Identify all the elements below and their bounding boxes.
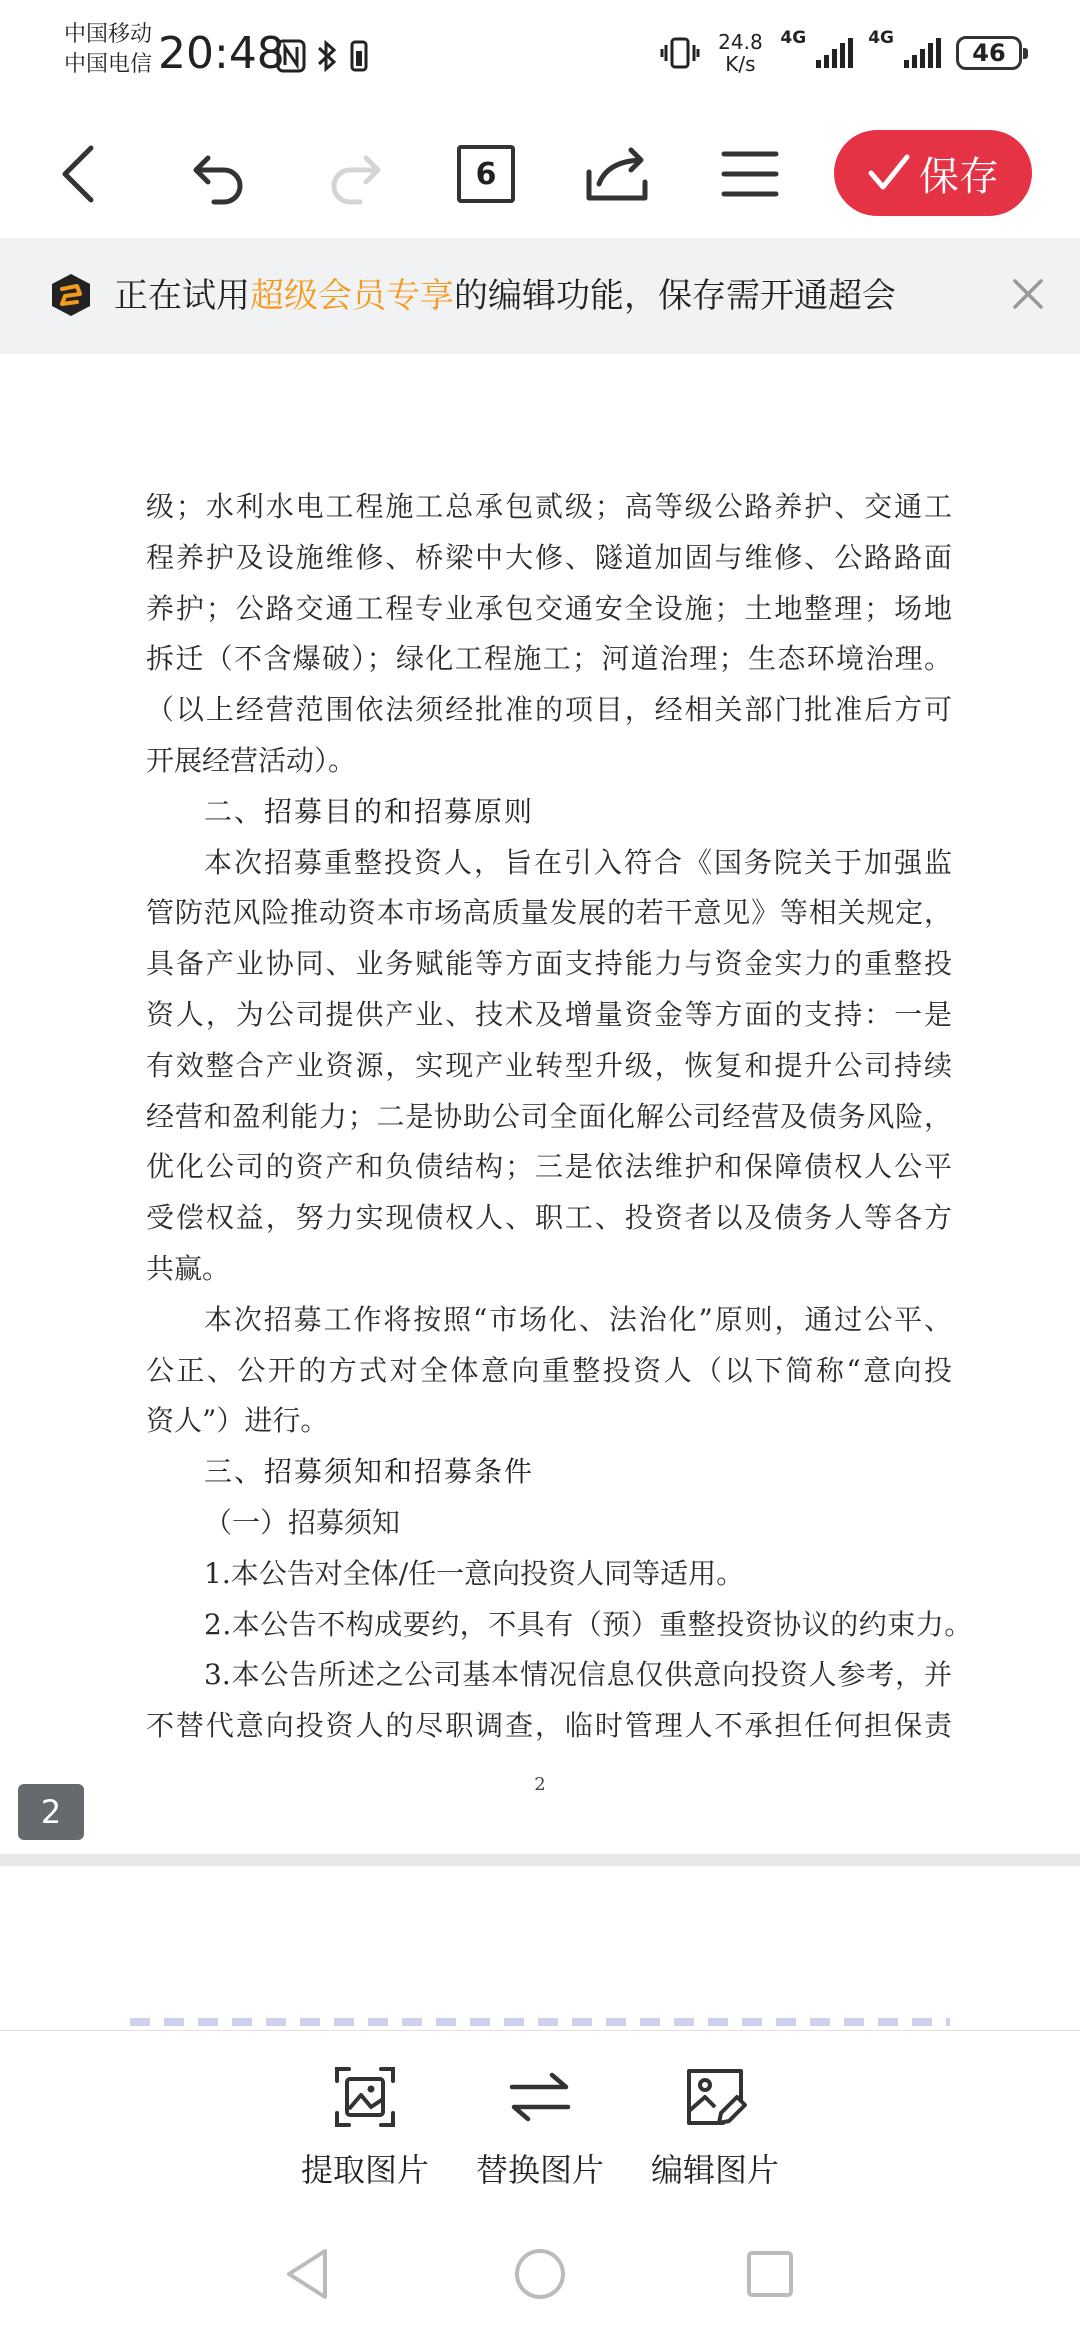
edit-image-label: 编辑图片 bbox=[650, 2151, 779, 2189]
vip-logo-icon bbox=[48, 272, 94, 318]
nfc-icon bbox=[276, 39, 306, 73]
redo-button[interactable] bbox=[314, 134, 394, 214]
banner-highlight: 超级会员专享 bbox=[250, 276, 454, 316]
carrier-2: 中国电信 bbox=[64, 52, 153, 77]
swap-icon bbox=[508, 2065, 572, 2129]
nav-home-button[interactable] bbox=[510, 2244, 570, 2304]
banner-text-after: 的编辑功能，保存需开通超会 bbox=[454, 276, 896, 316]
nav-recents-button[interactable] bbox=[740, 2244, 800, 2304]
text-line: 共赢。 bbox=[146, 1251, 231, 1285]
document-page[interactable] bbox=[0, 354, 1080, 1854]
text-line: 经营和盈利能力；二是协助公司全面化解公司经营及债务风险， bbox=[146, 1099, 952, 1133]
text-line: 优化公司的资产和负债结构；三是依法维护和保障债权人公平 bbox=[146, 1150, 952, 1184]
page-number: 2 bbox=[534, 1774, 546, 1795]
page-body[interactable] bbox=[146, 482, 973, 1752]
text-line: 3.本公告所述之公司基本情况信息仅供意向投资人参考，并 bbox=[204, 1658, 952, 1692]
share-icon bbox=[583, 142, 653, 206]
text-line: 有效整合产业资源，实现产业转型升级，恢复和提升公司持续 bbox=[146, 1048, 952, 1082]
paragraph-principle bbox=[146, 1295, 952, 1447]
sub-heading: （一）招募须知 bbox=[204, 1505, 401, 1539]
undo-button[interactable] bbox=[180, 134, 260, 214]
menu-button[interactable] bbox=[710, 134, 790, 214]
text-line: 资人，为公司提供产业、技术及增量资金等方面的支持：一是 bbox=[146, 997, 952, 1031]
nav-back-button[interactable] bbox=[278, 2244, 338, 2304]
share-button[interactable] bbox=[578, 134, 658, 214]
next-document-page[interactable] bbox=[0, 1866, 1080, 2030]
edit-image-icon bbox=[683, 2065, 747, 2129]
signal-2-icon bbox=[902, 36, 942, 70]
redo-icon bbox=[322, 142, 386, 206]
image-action-bar bbox=[0, 2030, 1080, 2210]
carrier-info bbox=[64, 20, 152, 80]
text-line: 资人”）进行。 bbox=[146, 1404, 329, 1438]
extract-image-label: 提取图片 bbox=[300, 2151, 429, 2189]
text-line: 拆迁（不含爆破）；绿化工程施工；河道治理；生态环境治理。 bbox=[146, 642, 952, 676]
text-line: 不替代意向投资人的尽职调查，临时管理人不承担任何担保责 bbox=[146, 1709, 952, 1743]
network-speed-unit: K/s bbox=[725, 52, 756, 76]
save-button-label: 保存 bbox=[919, 153, 999, 200]
checkmark-icon bbox=[867, 153, 911, 193]
text-line: 具备产业协同、业务赋能等方面支持能力与资金实力的重整投 bbox=[146, 947, 952, 981]
notice-item-2: 2.本公告不构成要约，不具有（预）重整投资协议的约束力。 bbox=[204, 1607, 973, 1641]
paragraph-business-scope bbox=[146, 482, 952, 787]
status-icons-right bbox=[660, 28, 1022, 78]
banner-close-button[interactable] bbox=[1002, 268, 1054, 320]
section-heading-2: 二、招募目的和招募原则 bbox=[204, 794, 535, 828]
banner-text-before: 正在试用 bbox=[114, 276, 250, 316]
text-line: 管防范风险推动资本市场高质量发展的若干意见》等相关规定， bbox=[146, 896, 952, 930]
current-page-indicator: 2 bbox=[18, 1784, 84, 1840]
text-line: 程养护及设施维修、桥梁中大修、隧道加固与维修、公路路面 bbox=[146, 540, 952, 574]
clock: 20:48 bbox=[158, 28, 285, 79]
text-line: 本次招募重整投资人，旨在引入符合《国务院关于加强监 bbox=[204, 845, 952, 879]
page-count-badge: 6 bbox=[457, 145, 515, 203]
nav-back-icon bbox=[283, 2247, 333, 2301]
document-viewer[interactable] bbox=[0, 354, 1080, 2030]
text-line: 养护；公路交通工程专业承包交通安全设施；土地整理；场地 bbox=[146, 591, 952, 625]
battery-indicator: 46 bbox=[956, 36, 1022, 70]
menu-icon bbox=[720, 149, 780, 199]
edit-image-button[interactable] bbox=[640, 2065, 790, 2195]
vip-trial-banner[interactable] bbox=[0, 238, 1080, 354]
text-line: 本次招募工作将按照“市场化、法治化”原则，通过公平、 bbox=[204, 1302, 952, 1336]
text-line: 开展经营活动）。 bbox=[146, 743, 357, 777]
text-line: 公正、公开的方式对全体意向重整投资人（以下简称“意向投 bbox=[146, 1353, 952, 1387]
text-line: 级；水利水电工程施工总承包贰级；高等级公路养护、交通工 bbox=[146, 490, 952, 523]
signal-2-label: 4G bbox=[868, 28, 894, 48]
bluetooth-icon bbox=[316, 38, 338, 74]
network-speed bbox=[714, 31, 766, 75]
section-heading-3: 三、招募须知和招募条件 bbox=[204, 1455, 535, 1489]
notice-item-1: 1.本公告对全体/任一意向投资人同等适用。 bbox=[204, 1556, 745, 1590]
vibrate-battery-icon bbox=[348, 39, 370, 73]
vip-trial-message bbox=[114, 270, 896, 322]
system-nav-bar bbox=[0, 2210, 1080, 2340]
replace-image-label: 替换图片 bbox=[475, 2151, 604, 2189]
back-button[interactable] bbox=[40, 134, 120, 214]
status-icons-left bbox=[276, 36, 370, 76]
extract-image-icon bbox=[333, 2065, 397, 2129]
chevron-left-icon bbox=[55, 144, 105, 204]
undo-icon bbox=[188, 142, 252, 206]
replace-image-button[interactable] bbox=[465, 2065, 615, 2195]
signal-1-label: 4G bbox=[780, 28, 807, 48]
page-count-button[interactable] bbox=[446, 134, 526, 214]
notice-item-3 bbox=[146, 1650, 952, 1752]
next-page-text-preview bbox=[130, 2018, 950, 2026]
vibrate-icon bbox=[660, 36, 700, 70]
paragraph-purpose bbox=[146, 838, 952, 1295]
nav-recents-icon bbox=[745, 2249, 795, 2299]
editor-toolbar bbox=[0, 110, 1080, 238]
text-line: 受偿权益，努力实现债权人、职工、投资者以及债务人等各方 bbox=[146, 1201, 952, 1235]
signal-1-icon bbox=[814, 36, 854, 70]
extract-image-button[interactable] bbox=[290, 2065, 440, 2195]
save-button[interactable] bbox=[834, 130, 1032, 216]
carrier-1: 中国移动 bbox=[64, 22, 153, 47]
text-line: （以上经营范围依法须经批准的项目，经相关部门批准后方可 bbox=[146, 693, 952, 727]
network-speed-value: 24.8 bbox=[718, 30, 763, 54]
nav-home-icon bbox=[513, 2247, 567, 2301]
status-bar bbox=[0, 0, 1080, 110]
close-icon bbox=[1011, 277, 1045, 311]
